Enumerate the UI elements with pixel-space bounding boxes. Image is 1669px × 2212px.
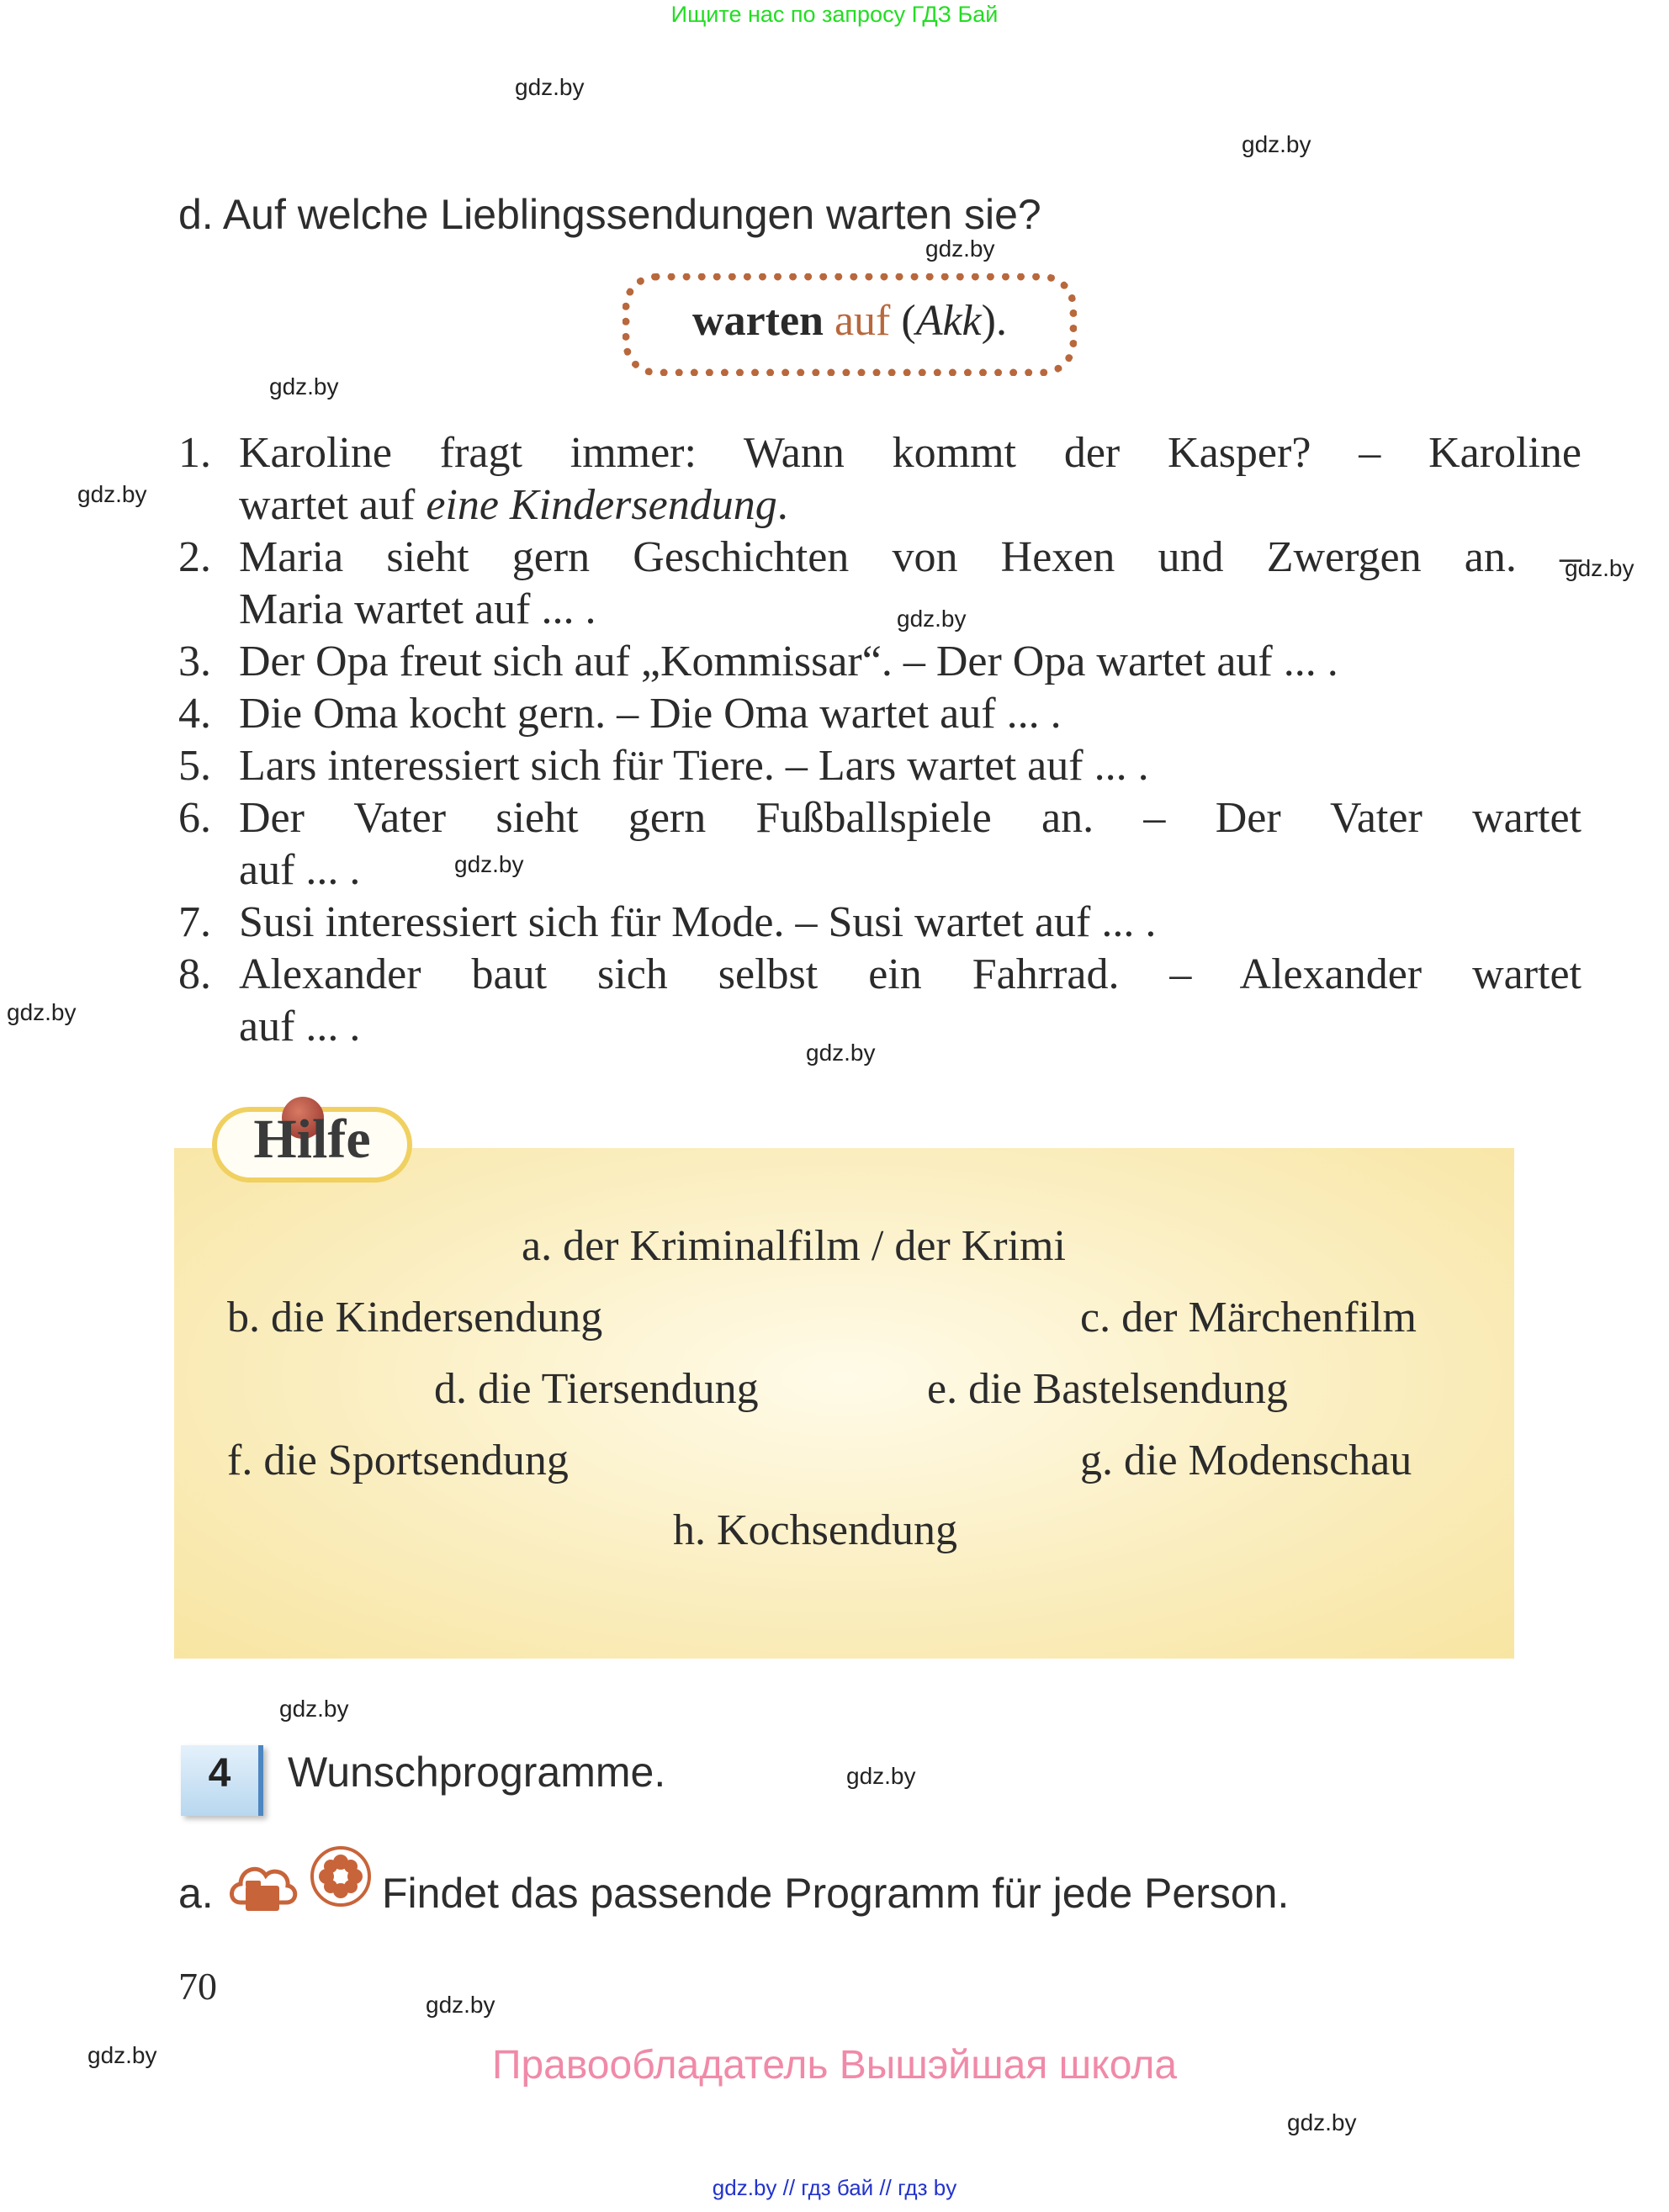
watermark: gdz.by: [269, 373, 339, 400]
watermark: gdz.by: [454, 851, 524, 877]
watermark: gdz.by: [1565, 555, 1635, 581]
exercise-line: auf ... .: [239, 1003, 361, 1050]
exercise-text: .: [776, 481, 788, 529]
exercise-number: 7.: [178, 898, 211, 946]
cloud-folder-icon: [225, 1854, 299, 1918]
exercise-text: wartet auf: [239, 481, 427, 529]
page-number: 70: [178, 1965, 217, 2008]
watermark: gdz.by: [1242, 131, 1311, 157]
hilfe-item-c: c. der Märchenfilm: [1080, 1294, 1417, 1341]
rule-preposition: auf: [834, 297, 891, 345]
exercise-number: 8.: [178, 950, 211, 998]
exercise-line: Maria sieht gern Geschichten von Hexen und Zwergen an. –: [239, 533, 1582, 581]
watermark: gdz.by: [77, 481, 147, 507]
hilfe-item-f: f. die Sportsendung: [227, 1437, 569, 1484]
exercise-line: Maria wartet auf ... .: [239, 585, 596, 633]
task-number: 4: [208, 1751, 231, 1796]
task-4a-letter: a.: [178, 1870, 214, 1917]
exercise-number: 3.: [178, 638, 211, 685]
hilfe-label: Hilfe: [253, 1109, 371, 1170]
task-4a-text: Findet das passende Programm für jede Person.: [382, 1870, 1290, 1917]
watermark: gdz.by: [279, 1696, 349, 1722]
exercise-number: 5.: [178, 742, 211, 790]
exercise-line: auf ... .: [239, 846, 361, 894]
hilfe-item-h: h. Kochsendung: [673, 1506, 957, 1554]
watermark: gdz.by: [515, 74, 585, 100]
hilfe-item-b: b. die Kindersendung: [227, 1294, 603, 1341]
rule-close: ).: [981, 297, 1007, 345]
section-d-heading: d. Auf welche Lieblingssendungen warten sie?: [178, 191, 1041, 238]
watermark: gdz.by: [806, 1040, 876, 1066]
watermark: gdz.by: [426, 1992, 495, 2018]
flower-icon: [310, 1845, 372, 1908]
task-title: Wunschprogramme.: [288, 1749, 666, 1796]
watermark: gdz.by: [897, 606, 967, 632]
exercise-line: Lars interessiert sich für Tiere. – Lars wartet auf ... .: [239, 742, 1149, 790]
hilfe-item-e: e. die Bastelsendung: [927, 1365, 1288, 1413]
exercise-number: 2.: [178, 533, 211, 581]
watermark: gdz.by: [925, 235, 995, 262]
watermark: gdz.by: [7, 999, 77, 1025]
exercise-answer-example: eine Kindersendung: [426, 481, 777, 529]
exercise-line: Der Vater sieht gern Fußballspiele an. – Der Vater wartet: [239, 794, 1582, 842]
exercise-number: 1.: [178, 429, 211, 477]
exercise-number: 6.: [178, 794, 211, 842]
exercise-line: Karoline fragt immer: Wann kommt der Kasper? – Karoline: [239, 429, 1582, 477]
exercise-line: Alexander baut sich selbst ein Fahrrad. – Alexander wartet: [239, 950, 1582, 998]
rule-open: (: [901, 297, 916, 345]
exercise-line: Der Opa freut sich auf „Kommissar“. – Der Opa wartet auf ... .: [239, 638, 1338, 685]
rule-case: Akk: [915, 297, 982, 345]
hilfe-item-g: g. die Modenschau: [1080, 1437, 1412, 1484]
watermark: gdz.by: [87, 2042, 157, 2068]
exercise-line: Die Oma kocht gern. – Die Oma wartet auf ... .: [239, 690, 1062, 738]
top-banner: Ищите нас по запросу ГДЗ Бай: [670, 2, 999, 27]
footer-links[interactable]: gdz.by // гдз бай // гдз by: [712, 2175, 957, 2200]
watermark: gdz.by: [846, 1763, 916, 1789]
rule-verb: warten: [692, 297, 824, 345]
hilfe-item-d: d. die Tiersendung: [434, 1365, 759, 1413]
watermark: gdz.by: [1287, 2109, 1357, 2135]
copyright-notice: Правообладатель Вышэйшая школа: [491, 2043, 1178, 2088]
exercise-line: Susi interessiert sich für Mode. – Susi wartet auf ... .: [239, 898, 1157, 946]
grammar-rule: [623, 296, 1077, 346]
exercise-number: 4.: [178, 690, 211, 738]
hilfe-item-a: a. der Kriminalfilm / der Krimi: [522, 1222, 1066, 1270]
